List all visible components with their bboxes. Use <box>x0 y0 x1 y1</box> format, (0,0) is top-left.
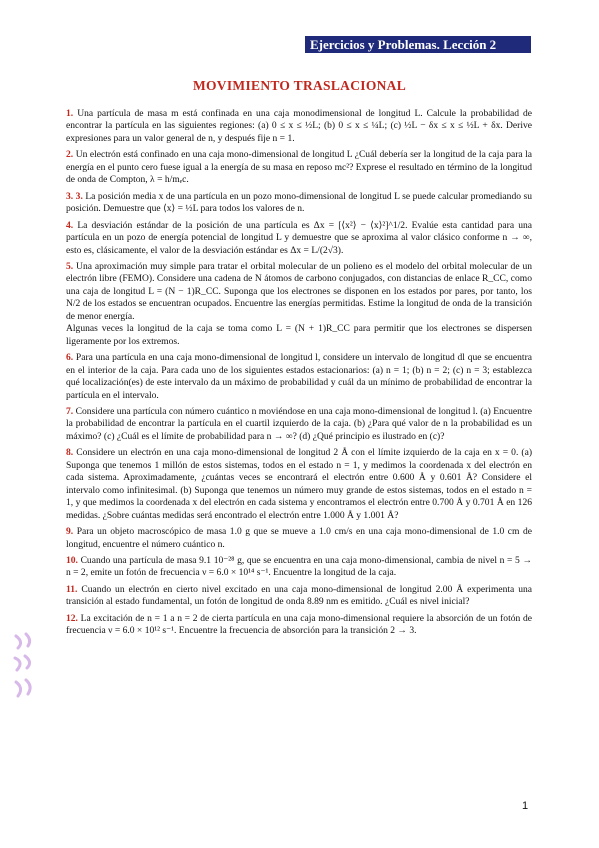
problem-number: 12. <box>66 612 78 624</box>
problem-number: 5. <box>66 260 74 272</box>
problem-12 <box>66 613 532 638</box>
problem-number: 6. <box>66 352 74 364</box>
page-title: MOVIMIENTO TRASLACIONAL <box>192 78 407 93</box>
problem-number: 8. <box>66 447 74 459</box>
problem-text: La posición media x de una partícula en un pozo mono-dimensional de longitud L se puede calcular promediando su posición. Demuestre que ⟨x⟩ = ½L para todos los valores de n. <box>66 190 532 215</box>
problem-number: 9. <box>66 526 74 538</box>
problem-4 <box>66 220 532 257</box>
problem-11 <box>66 584 532 609</box>
problem-text: La desviación estándar de la posición de una partícula es Δx = [⟨x²⟩ − ⟨x⟩²]^1/2. Evalúe esta cantidad para una partícula en un pozo de energía potencial de longitud L y demuestre que se aproxima al valor clásico conforme n → ∞, esto es, clásicamente, el valor de la desviación estándar es Δx = L/(2√3). <box>66 219 532 256</box>
problem-2 <box>66 149 532 186</box>
problem-text: Un electrón está confinado en una caja mono-dimensional de longitud L ¿Cuál debería ser la longitud de la caja para la energía en el punto cero fuese igual a la energía de su masa en reposo mc²? Exprese el resultado en término de la longitud de onda de Compton, λ = h/mₑc. <box>66 149 533 186</box>
problem-text: Para un objeto macroscópico de masa 1.0 g que se mueve a 1.0 cm/s en una caja mono-dimensional de 1.0 cm de longitud, encuentre el número cuántico n. <box>66 526 532 550</box>
problem-5 <box>66 261 532 348</box>
problem-3 <box>66 191 532 216</box>
problem-text: Cuando un electrón en cierto nivel excitado en una caja mono-dimensional de longitud 2.00 Å experimenta una transición al estado fundamental, un fotón de longitud de onda 8.89 nm es emitido. ¿Cuál es nivel inicial? <box>66 583 533 608</box>
problem-text: Considere una partícula con número cuántico n moviéndose en una caja mono-dimensional de longitud l. (a) Encuentre la probabilidad de encontrar la partícula en el cuartil izquierdo de la caja. (b) ¿Para qué valor de n la probabilidad es un máximo? (c) ¿Cuál es el límite de probabilidad para n → ∞? (d) ¿Qué principio es ilustrado en (c)? <box>66 405 532 442</box>
problem-number: 4. <box>66 219 74 231</box>
page-number: 1 <box>522 800 529 812</box>
problem-text: La excitación de n = 1 a n = 2 de cierta partícula en una caja mono-dimensional requiere la absorción de un fotón de frecuencia ν = 6.0 × 10¹² s⁻¹. Encuentre la frecuencia de absorción para la transición 2 → 3. <box>66 612 533 637</box>
problem-number: 2. <box>66 149 74 161</box>
problem-7 <box>66 406 532 443</box>
problem-note: Algunas veces la longitud de la caja se toma como L = (N + 1)R_CC para permitir que los electrones se dispersen ligeramente por los extremos. <box>66 323 532 347</box>
problem-text: Cuando una partícula de masa 9.1 10⁻²⁸ g, que se encuentra en una caja mono-dimensional, cambia de nivel n = 5 → n = 2, emite un fotón de frecuencia ν = 6.0 × 10¹⁴ s⁻¹. Encuentre la longitud de la caja. <box>66 554 532 579</box>
problem-text: Una partícula de masa m está confinada en una caja monodimensional de longitud L. Calcule la probabilidad de encontrar la partícula en las siguientes regiones: (a) 0 ≤ x ≤ ½L; (b) 0 ≤ x ≤ ¼L; (c) ½L − δx ≤ x ≤ ½L + δx. Derive expresiones para un valor general de n, y después fije n = 1. <box>66 108 532 144</box>
problem-list <box>66 108 532 642</box>
problem-text: Para una partícula en una caja mono-dimensional de longitud l, considere un intervalo de longitud dl que se encuentra en el interior de la caja. Para cada uno de los siguientes estados estacionarios: (a) n = 1; (b) n = 2; (c) n = 3; establezca qué localización(es) de este intervalo da un máximo de probabilidad y cuál da un mínimo de probabilidad de encontrar la partícula en el intervalo. <box>66 352 532 401</box>
problem-9 <box>66 526 532 551</box>
section-header: Ejercicios y Problemas. Lección 2 <box>305 36 531 53</box>
problem-number: 7. <box>66 405 74 417</box>
problem-text: Considere un electrón en una caja mono-dimensional de longitud 2 Å con el límite izquierdo de la caja en x = 0. (a) Suponga que tenemos 1 millón de estos sistemas, todos en el estado n = 1, y medimos la coordenada x del electrón en cada sistema. Aproximadamente, ¿cuántas veces se encontrará el electrón entre 0.600 Å y 0.601 Å? Considere el intervalo como infinitesimal. (b) Suponga que tenemos un número muy grande de estos sistemas, todos en el estado n = 1, y que medimos la coordenada x del electrón en cada sistema y encontramos el electrón entre 0.700 Å y 0.701 Å en 126 medidas. ¿Sobre cuántas medidas será encontrado el electrón entre 1.000 Å y 1.001 Å? <box>66 447 532 521</box>
problem-1 <box>66 108 532 145</box>
problem-number: 3. 3. <box>66 190 83 202</box>
problem-10 <box>66 555 532 580</box>
problem-number: 10. <box>66 554 78 566</box>
problem-8 <box>66 447 532 522</box>
problem-6 <box>66 352 532 402</box>
margin-decoration-icon <box>12 632 36 702</box>
problem-text: Una aproximación muy simple para tratar el orbital molecular de un polieno es el modelo del orbital molecular de un electrón libre (FEMO). Considere una cadena de N átomos de carbono conjugados, con distancias de enlace R_CC, como una caja de longitud L = (N − 1)R_CC. Suponga que los electrones se disponen en los estados por pares, por tanto, los N/2 de los estados se encuentran ocupados. Encuentre las energías permitidas. Estime la longitud de onda de la transición de menor energía. <box>66 260 532 322</box>
problem-number: 11. <box>66 583 78 595</box>
problem-number: 1. <box>66 108 74 119</box>
